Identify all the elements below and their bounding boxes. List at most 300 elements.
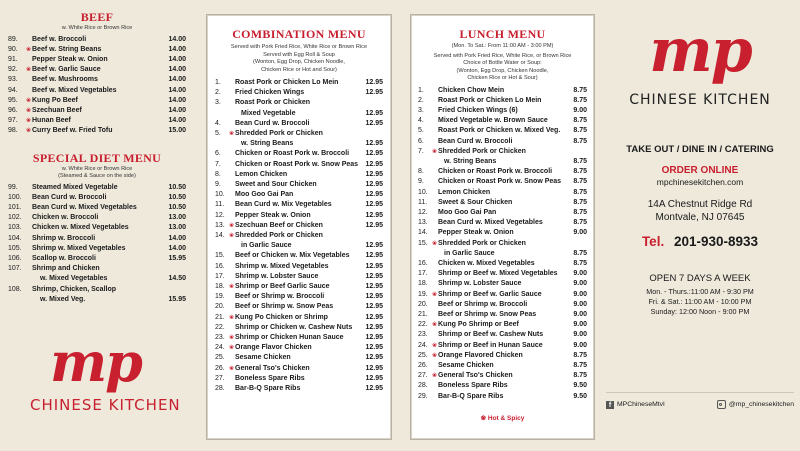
menu-item-name: Beef w. Mixed Vegetables <box>32 86 117 94</box>
hot-spicy-icon: ❀ <box>229 284 235 291</box>
menu-item-row <box>215 190 383 200</box>
instagram-icon <box>717 400 726 409</box>
menu-item-name: Fried Chicken Wings <box>235 89 305 97</box>
menu-item-name: Bean Curd w. Broccoli <box>235 119 310 127</box>
menu-item-number: 22. <box>215 323 225 331</box>
menu-item-number: 105. <box>8 244 22 252</box>
menu-item-name: Moo Goo Gai Pan <box>235 191 294 199</box>
menu-item-row <box>8 213 186 223</box>
menu-item-row-continued <box>8 274 186 284</box>
menu-item-price: 14.00 <box>168 117 186 125</box>
menu-item-row <box>215 149 383 159</box>
menu-item-price: 8.75 <box>573 219 587 227</box>
menu-item-price: 8.75 <box>573 117 587 125</box>
menu-item-row <box>418 86 587 96</box>
menu-item-row <box>215 170 383 180</box>
menu-item-price: 12.95 <box>365 313 383 321</box>
menu-item-multiline <box>215 231 383 251</box>
menu-item-row <box>215 302 383 312</box>
address-line-1: 14A Chestnut Ridge Rd <box>647 199 753 210</box>
menu-item-name: Roast Pork or Chicken Lo Mein <box>438 96 542 104</box>
chili-icon: ❀ <box>480 414 487 422</box>
menu-item-price: 12.95 <box>365 385 383 393</box>
special-diet-note: (Steamed & Sauce on the side) <box>58 173 136 180</box>
menu-item-name-continued: in Garlic Sauce <box>241 242 292 250</box>
menu-item-row <box>418 320 587 330</box>
menu-item-price: 14.00 <box>168 76 186 84</box>
menu-item-price: 12.95 <box>365 334 383 342</box>
menu-item-number: 9. <box>418 178 424 186</box>
menu-item-multiline <box>215 98 383 118</box>
menu-item-number: 21. <box>418 310 428 318</box>
menu-item-row <box>418 198 587 208</box>
beef-section-subtitle: w. White Rice or Brown Rice <box>61 25 133 31</box>
menu-item-price: 10.50 <box>168 183 186 191</box>
menu-item-name: Orange Flavored Chicken <box>438 351 523 359</box>
menu-item-row <box>418 208 587 218</box>
menu-item-name-continued: in Garlic Sauce <box>444 249 495 257</box>
combination-menu-panel <box>206 14 392 440</box>
menu-item-row <box>418 167 587 177</box>
menu-item-price: 14.00 <box>168 35 186 43</box>
menu-item-number: 13. <box>215 221 225 229</box>
menu-item-name: Lemon Chicken <box>438 188 491 196</box>
menu-item-number: 24. <box>215 344 225 352</box>
menu-item-name-continued: w. Mixed Vegetables <box>40 275 108 283</box>
menu-item-number: 90. <box>8 45 18 53</box>
menu-item-number: 94. <box>8 86 18 94</box>
menu-item-name: Bean Curd w. Mixed Vegetables <box>32 203 137 211</box>
menu-item-row <box>418 381 587 391</box>
menu-item-row <box>8 254 186 264</box>
menu-item-number: 99. <box>8 183 18 191</box>
menu-item-row <box>215 88 383 98</box>
menu-item-price: 12.95 <box>365 262 383 270</box>
menu-item-number: 9. <box>215 181 221 189</box>
menu-item-row <box>418 361 587 371</box>
menu-item-row <box>8 183 186 193</box>
address-line-2: Montvale, NJ 07645 <box>655 212 745 223</box>
menu-item-name: Scallop w. Broccoli <box>32 254 96 262</box>
menu-item-price: 14.00 <box>168 55 186 63</box>
menu-item-price: 9.00 <box>573 321 587 329</box>
menu-item-name: Chicken or Roast Pork w. Snow Peas <box>438 178 562 186</box>
menu-item-row <box>8 35 186 45</box>
menu-item-price: 12.95 <box>365 374 383 382</box>
menu-item-name: Shrimp and Chicken <box>32 265 100 273</box>
menu-item-name: Szechuan Beef or Chicken <box>235 221 323 229</box>
menu-item-price: 10.50 <box>168 203 186 211</box>
menu-item-row <box>215 231 383 241</box>
menu-item-price: 8.75 <box>573 168 587 176</box>
menu-item-number: 18. <box>418 280 428 288</box>
menu-item-name: Sweet and Sour Chicken <box>235 181 317 189</box>
menu-item-price: 12.95 <box>365 181 383 189</box>
menu-item-number: 103. <box>8 224 22 232</box>
menu-item-number: 5. <box>215 130 221 138</box>
menu-item-name: Shredded Pork or Chicken <box>438 239 526 247</box>
logo-chinese-kitchen: CHINESE KITCHEN <box>30 396 181 414</box>
hot-spicy-icon: ❀ <box>26 46 32 53</box>
menu-item-row <box>215 272 383 282</box>
combination-sub-4: Chicken Rice or Hot and Sour) <box>261 66 337 73</box>
menu-item-number: 6. <box>418 137 424 145</box>
menu-item-number: 19. <box>215 293 225 301</box>
menu-item-name: Chicken Chow Mein <box>438 86 505 94</box>
hot-spicy-icon: ❀ <box>26 107 32 114</box>
menu-item-row <box>215 129 383 139</box>
menu-item-name: Chicken or Roast Pork w. Broccoli <box>235 150 350 158</box>
menu-item-name: Sweet & Sour Chicken <box>438 198 513 206</box>
menu-item-name: Beef or Shrimp w. Snow Peas <box>438 310 537 318</box>
menu-item-price: 8.75 <box>573 208 587 216</box>
menu-item-name: Kung Po Beef <box>32 96 78 104</box>
menu-item-number: 101. <box>8 203 22 211</box>
menu-item-name: Chicken or Roast Pork w. Snow Peas <box>235 160 359 168</box>
special-diet-title: SPECIAL DIET MENU <box>32 150 162 165</box>
menu-item-row <box>215 353 383 363</box>
lunch-sub-1: (Mon. To Sat.: From 11:00 AM - 3:00 PM) <box>451 43 554 49</box>
menu-item-name: Beef w. Garlic Sauce <box>32 66 101 74</box>
menu-item-name: Shrimp or Beef w. Garlic Sauce <box>438 290 542 298</box>
hot-spicy-icon: ❀ <box>229 335 235 342</box>
menu-item-number: 108. <box>8 285 22 293</box>
menu-item-price: 12.95 <box>365 272 383 280</box>
menu-item-name: Chicken w. Mixed Vegetables <box>438 259 535 267</box>
menu-item-name: Bean Curd w. Mixed Vegetables <box>438 219 543 227</box>
hot-spicy-icon: ❀ <box>26 128 32 135</box>
menu-item-row <box>215 333 383 343</box>
menu-item-price: 9.00 <box>573 300 587 308</box>
menu-item-price: 12.95 <box>365 344 383 352</box>
menu-item-price: 14.00 <box>168 86 186 94</box>
hot-spicy-icon: ❀ <box>26 97 32 104</box>
menu-item-name: Beef or Shrimp w. Snow Peas <box>235 303 334 311</box>
menu-item-row <box>418 116 587 126</box>
menu-item-number: 20. <box>418 300 428 308</box>
menu-item-row <box>8 264 186 274</box>
menu-item-row <box>418 228 587 238</box>
menu-item-row <box>215 313 383 323</box>
menu-item-row <box>418 330 587 340</box>
menu-item-row <box>215 292 383 302</box>
menu-item-row <box>418 218 587 228</box>
menu-item-name: General Tso's Chicken <box>438 372 513 380</box>
combination-sub-1: Served with Pork Fried Rice, White Rice or Brown Rice <box>230 44 368 50</box>
menu-item-multiline <box>418 147 587 167</box>
menu-item-row <box>418 269 587 279</box>
menu-item-row <box>8 234 186 244</box>
menu-item-number: 12. <box>215 211 225 219</box>
hot-spicy-icon: ❀ <box>432 352 438 359</box>
menu-item-price: 14.00 <box>168 45 186 53</box>
menu-item-row <box>215 364 383 374</box>
website-link[interactable]: mpchinesekitchen.com <box>656 177 744 187</box>
spacer <box>8 295 40 305</box>
menu-item-number: 107. <box>8 265 22 273</box>
menu-item-row <box>8 45 186 55</box>
menu-item-row <box>418 310 587 320</box>
menu-item-price: 8.75 <box>573 178 587 186</box>
menu-item-row <box>8 75 186 85</box>
menu-item-name: Roast Pork or Chicken w. Mixed Veg. <box>438 127 561 135</box>
menu-item-price: 12.95 <box>365 79 383 86</box>
lunch-sub-3: Choice of Bottle Water or Soup: <box>463 60 542 66</box>
menu-item-row <box>8 55 186 65</box>
menu-item-row <box>8 223 186 233</box>
menu-item-number: 3. <box>215 99 221 107</box>
menu-item-number: 13. <box>418 219 428 227</box>
menu-item-number: 26. <box>215 364 225 372</box>
menu-item-row <box>418 126 587 136</box>
menu-item-number: 2. <box>215 89 221 97</box>
menu-item-row-continued <box>215 109 383 119</box>
menu-item-name: Moo Goo Gai Pan <box>438 208 497 216</box>
facebook-handle: MPChineseMtvl <box>617 401 665 408</box>
spacer <box>215 109 241 119</box>
menu-item-name: General Tso's Chicken <box>235 364 310 372</box>
menu-item-price: 12.95 <box>365 119 383 127</box>
menu-item-row <box>215 180 383 190</box>
menu-item-row-continued <box>418 249 587 259</box>
menu-item-name: Chicken w. Broccoli <box>32 214 99 222</box>
menu-item-price: 12.95 <box>365 293 383 301</box>
menu-item-price: 8.75 <box>573 351 587 359</box>
menu-item-number: 104. <box>8 234 22 242</box>
menu-item-number: 23. <box>418 331 428 339</box>
menu-item-price: 9.00 <box>573 270 587 278</box>
menu-item-row <box>418 279 587 289</box>
order-online-heading: ORDER ONLINE <box>661 165 739 176</box>
menu-item-row <box>8 244 186 254</box>
menu-item-number: 96. <box>8 106 18 114</box>
lunch-menu-list <box>418 86 587 402</box>
spacer <box>8 274 40 284</box>
menu-item-number: 15. <box>215 252 225 260</box>
menu-item-number: 93. <box>8 76 18 84</box>
menu-item-price: 14.00 <box>168 244 186 252</box>
open-days: OPEN 7 DAYS A WEEK <box>649 273 751 284</box>
menu-item-number: 97. <box>8 117 18 125</box>
menu-item-row-continued <box>215 241 383 251</box>
left-panel <box>8 10 186 305</box>
menu-item-number: 19. <box>418 290 428 298</box>
menu-item-row-continued <box>215 139 383 149</box>
menu-item-price: 14.00 <box>168 106 186 114</box>
menu-item-row <box>418 106 587 116</box>
menu-item-name: Chicken or Roast Pork w. Broccoli <box>438 168 553 176</box>
menu-item-price: 13.00 <box>168 214 186 222</box>
menu-item-name: Bar-B-Q Spare Ribs <box>438 392 504 400</box>
menu-item-number: 4. <box>418 117 424 125</box>
menu-item-multiline <box>418 239 587 259</box>
menu-item-number: 10. <box>418 188 428 196</box>
hot-spicy-icon: ❀ <box>229 222 235 229</box>
menu-item-name: Shrimp or Chicken Hunan Sauce <box>235 334 344 342</box>
spacer <box>215 139 241 149</box>
menu-item-row <box>215 98 383 108</box>
menu-item-number: 4. <box>215 119 221 127</box>
hours-friday-saturday: Fri. & Sat.: 11:00 AM - 10:00 PM <box>648 297 752 306</box>
menu-item-row <box>8 106 186 116</box>
menu-item-name-continued: Mixed Vegetable <box>241 109 296 117</box>
menu-item-row <box>215 374 383 384</box>
menu-item-name: Bean Curd w. Mix Vegetables <box>235 201 332 209</box>
lunch-menu-title: LUNCH MENU <box>459 27 546 41</box>
menu-item-number: 3. <box>418 106 424 114</box>
menu-item-row-continued <box>8 295 186 305</box>
menu-item-name: Shrimp w. Broccoli <box>32 234 96 242</box>
lunch-sub-5: Chicken Rice or Hot & Sour) <box>467 75 538 81</box>
hot-spicy-icon: ❀ <box>432 373 438 380</box>
menu-item-name: Orange Flavor Chicken <box>235 344 312 352</box>
menu-item-price: 8.75 <box>573 198 587 206</box>
hours-weekday: Mon. - Thurs.:11:00 AM - 9:30 PM <box>646 287 754 296</box>
menu-item-number: 10. <box>215 191 225 199</box>
beef-section-title: BEEF <box>80 10 114 24</box>
menu-item-row <box>8 116 186 126</box>
social-footer <box>606 392 794 409</box>
hot-spicy-icon: ❀ <box>26 67 32 74</box>
hot-spicy-legend <box>418 414 587 422</box>
menu-item-name: Shrimp or Beef w. Cashew Nuts <box>438 331 544 339</box>
menu-item-name: Beef w. String Beans <box>32 45 102 53</box>
menu-item-name: Fried Chicken Wings (6) <box>438 106 518 114</box>
menu-item-name: Shrimp w. Mixed Vegetables <box>235 262 329 270</box>
menu-item-name: Beef w. Broccoli <box>32 35 87 43</box>
menu-item-name: Sesame Chicken <box>438 361 494 369</box>
menu-item-price: 13.00 <box>168 224 186 232</box>
right-info-panel <box>600 16 800 316</box>
menu-item-number: 21. <box>215 313 225 321</box>
menu-item-row <box>418 300 587 310</box>
menu-item-row <box>215 78 383 88</box>
menu-item-number: 27. <box>418 372 428 380</box>
menu-item-number: 11. <box>215 201 225 209</box>
tel-label: Tel. <box>641 234 665 249</box>
menu-item-number: 28. <box>418 382 428 390</box>
menu-item-price: 8.75 <box>573 157 587 165</box>
menu-item-number: 11. <box>418 198 428 206</box>
menu-item-price: 8.75 <box>573 96 587 104</box>
menu-item-price: 12.95 <box>365 364 383 372</box>
menu-item-row <box>215 119 383 129</box>
right-logo <box>600 16 800 108</box>
menu-item-price: 8.75 <box>573 372 587 380</box>
spacer <box>418 157 444 167</box>
menu-item-price: 12.95 <box>365 242 383 250</box>
services-line: TAKE OUT / DINE IN / CATERING <box>626 144 774 155</box>
hot-spicy-icon: ❀ <box>26 118 32 125</box>
menu-item-number: 8. <box>215 170 221 178</box>
menu-item-name: Pepper Steak w. Onion <box>438 229 514 237</box>
menu-item-price: 8.75 <box>573 137 587 145</box>
menu-item-name: Beef w. Mushrooms <box>32 76 98 84</box>
menu-item-name: Shrimp or Beef w. Mixed Vegetables <box>438 270 558 278</box>
hot-spicy-icon: ❀ <box>229 233 235 240</box>
lunch-menu-panel <box>410 14 595 440</box>
menu-item-number: 102. <box>8 214 22 222</box>
phone-number[interactable]: 201-930-8933 <box>673 234 759 249</box>
spacer <box>215 241 241 251</box>
instagram-link[interactable] <box>717 400 794 409</box>
menu-item-number: 2. <box>418 96 424 104</box>
menu-item-row <box>418 239 587 249</box>
hot-spicy-icon: ❀ <box>432 291 438 298</box>
menu-item-number: 23. <box>215 334 225 342</box>
menu-item-name: Shrimp or Beef Garlic Sauce <box>235 283 330 291</box>
menu-item-number: 16. <box>418 259 428 267</box>
menu-item-row <box>418 371 587 381</box>
menu-item-row <box>418 177 587 187</box>
menu-item-number: 7. <box>418 147 424 155</box>
menu-item-number: 98. <box>8 127 18 135</box>
logo-mp-mark: mp <box>50 330 141 394</box>
menu-item-name: Hunan Beef <box>32 117 71 125</box>
menu-item-price: 8.75 <box>573 127 587 135</box>
menu-item-row <box>8 126 186 136</box>
menu-item-row <box>215 211 383 221</box>
menu-item-name: Szechuan Beef <box>32 106 82 114</box>
menu-item-price: 8.75 <box>573 259 587 267</box>
menu-item-row <box>418 147 587 157</box>
hot-spicy-icon: ❀ <box>432 322 438 329</box>
menu-item-name: Pepper Steak w. Onion <box>235 211 311 219</box>
menu-item-name: Curry Beef w. Fried Tofu <box>32 127 113 135</box>
menu-item-row-continued <box>418 157 587 167</box>
menu-item-number: 100. <box>8 193 22 201</box>
menu-item-number: 95. <box>8 96 18 104</box>
hot-spicy-icon: ❀ <box>229 345 235 352</box>
menu-item-price: 9.00 <box>573 280 587 288</box>
hours-sunday: Sunday: 12:00 Noon - 9:00 PM <box>650 307 750 316</box>
beef-menu-list <box>8 35 186 137</box>
facebook-link[interactable] <box>606 400 665 409</box>
menu-item-name: Shrimp w. Lobster Sauce <box>438 280 522 288</box>
menu-item-number: 1. <box>418 86 424 94</box>
menu-item-price: 12.95 <box>365 160 383 168</box>
menu-item-name: Chicken w. Mixed Vegetables <box>32 224 129 232</box>
menu-item-row <box>215 262 383 272</box>
menu-item-price: 14.00 <box>168 234 186 242</box>
menu-item-number: 22. <box>418 321 428 329</box>
combination-sub-2: Served with Egg Roll & Soup <box>263 51 335 58</box>
menu-item-price: 9.50 <box>573 382 587 390</box>
menu-item-price: 15.00 <box>168 127 186 135</box>
menu-item-price: 15.95 <box>168 295 186 303</box>
menu-item-price: 12.95 <box>365 201 383 209</box>
menu-item-name: Pepper Steak w. Onion <box>32 55 108 63</box>
menu-item-price: 12.95 <box>365 323 383 331</box>
menu-item-row <box>215 282 383 292</box>
menu-item-number: 7. <box>215 160 221 168</box>
menu-item-number: 89. <box>8 35 18 43</box>
menu-item-multiline <box>8 264 186 284</box>
menu-item-multiline <box>8 285 186 305</box>
menu-item-number: 26. <box>418 361 428 369</box>
right-logo-chinese-kitchen: CHINESE KITCHEN <box>629 92 771 108</box>
menu-item-row <box>418 351 587 361</box>
menu-item-row <box>215 384 383 394</box>
menu-item-name: Shredded Pork or Chicken <box>235 130 323 138</box>
combination-menu-list <box>215 78 383 394</box>
hot-spicy-icon: ❀ <box>229 131 235 138</box>
left-logo <box>30 330 190 414</box>
menu-item-price: 14.00 <box>168 96 186 104</box>
combination-sub-3: (Wonton, Egg Drop, Chicken Noodle, <box>253 59 345 65</box>
menu-item-number: 17. <box>418 270 428 278</box>
menu-item-price: 8.75 <box>573 86 587 94</box>
